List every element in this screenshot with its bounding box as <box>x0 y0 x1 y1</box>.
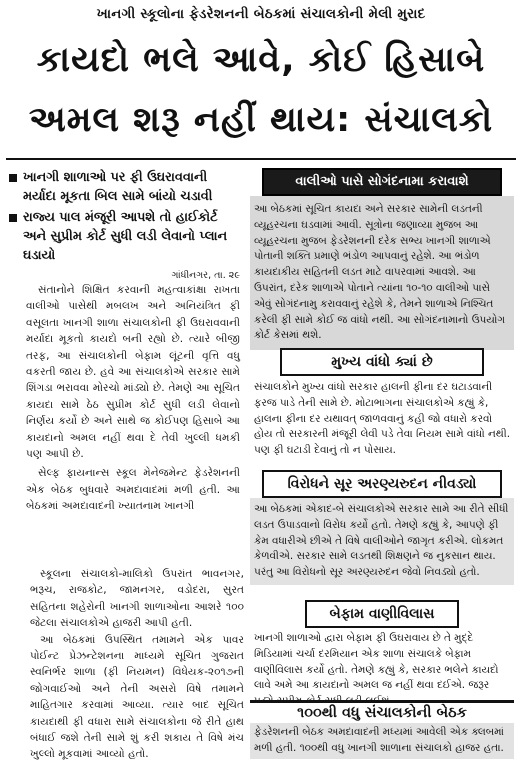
box-main-objection <box>250 348 514 459</box>
paragraph: સેલ્ફ ફાયનાન્સ સ્કૂલ મેનેજમેન્ટ ફેડરેશનની એક બેઠક બુધવારે અમદાવાદમાં મળી હતી. આ બેઠકમાં અમદાવાદની ખ્યાતનામ ખાનગી <box>26 467 240 513</box>
headline-line-1: કાયદો ભલે આવે, કોઈ હિસાબે <box>36 40 486 80</box>
box-text: આ બેઠકમાં સૂચિત કાયદા અને સરકાર સામેની લડતની વ્યૂહરચના ઘડવામાં આવી. સૂત્રોના જણાવ્યા મુજબ આ વ્યૂહરચના મુજબ ફેડરેશનની દરેક સભ્ય ખાનગી શાળાએ પોતાની શક્તિ પ્રમાણે ભંડોળ આપવાનું રહેશે. આ ભંડોળ કાયદાકીય સહિતની લડત માટે વાપરવામાં આવશે. આ ઉપરાંત, દરેક શાળાએ પોતાને ત્યાંના ૧૦-૧૦ વાલીઓ પાસે એવું સોગંદનામુ કરાવવાનું રહેશે કે, તેમને શાળાએ નિશ્ચિત કરેલી ફી સામે કોઈ જ વાંધો નથી. આ સોગંદનામાનો ઉપયોગ કોર્ટ કેસમાં થશે. <box>250 196 514 350</box>
bullet-list <box>8 168 240 267</box>
kicker-line: ખાનગી સ્કૂલોના ફેડરેશનની બેઠકમાં સંચાલકોની મેલી મુરાદ <box>96 6 426 22</box>
box-title: વિરોધને સૂર અરણ્યરુદન નીવડ્યો <box>262 470 502 498</box>
box-text: ખાનગી શાળાઓ દ્વારા બેફામ ફી ઉઘરાવાય છે તે મુદ્દે મિડિયામાં ચર્ચા દરમિયાન એક શાળા સંચાલકે બેફામ વાણીવિલાસ કર્યો હતો. તેમણે કહ્યું કે, સરકાર ભલેને કાયદો લાવે અમે આ કાયદાનો અમલ જ નહીં થવા દઈએ. જરૂર <box>254 632 499 692</box>
box-title: વાલીઓ પાસે સોગંદનામા કરાવાશે <box>262 168 502 196</box>
box-text: સંચાલકોને મુખ્ય વાંધો સરકાર હાલની ફીના દર ઘટાડવાની ફરજ પાડે તેની સામે છે. મોટાભાગના સંચાલકોએ કહ્યું કે, હાલના ફીના દર યથાવત્ જાળવવાનું કહી જો વધારો કરવો હોય તો સરકારની મંજૂરી લેવી પડે તેવા નિયમ સામે વાંધો નથી. પણ ફી ઘટાડી દેવાનું તો ન પોસાય. <box>254 381 510 457</box>
headline-line-2: અમલ શરૂ નહીં થાય: સંચાલકો <box>28 100 494 140</box>
box-loose-talk <box>250 600 514 710</box>
dateline: ગાંધીનગર, તા. ૨૯ <box>171 270 240 281</box>
bullet-item: ખાનગી શાળાઓ પર ફી ઉઘરાવવાની મર્યાદા મૂકતા બિલ સામે બાંયો ચડાવી <box>8 168 240 206</box>
box-text: આ બેઠકમાં એકાદ-બે સંચાલકોએ સરકાર સામે આ રીતે સીધી લડત ઉપાડવાનો વિરોધ કર્યો હતો. તેમણે કહ્યું કે, આપણે ફી કેમ વધારીએ છીએ તે વિષે વાલીઓને જાગૃત કરીએ. લોકમત કેળવીએ. સરકાર સામે લડતથી શિક્ષણને જ નુકસાન થાય. પરંતુ આ વિરોધનો સૂર અરણ્યરુદન જેવો નિવડ્યો હતો. <box>250 498 514 585</box>
bullet-item: રાજ્ય પાલ મંજૂરી આપશે તો હાઈકોર્ટ અને સુપ્રીમ કોર્ટ સુધી લડી લેવાનો પ્લાન ઘડાયો <box>8 208 240 265</box>
paragraph: સંતાનોને શિક્ષિત કરવાની મહત્વાકાંક્ષા રાખતા વાલીઓ પાસેથી મબલખ અને અનિયંત્રિત ફી વસૂલતા ખાનગી શાળા સંચાલકોની ફી ઉઘરાવવાની મર્યાદા મૂકતો કાયદો બની રહ્યો છે. ત્યારે બીજી તરફ, આ સંચાલકોની બેફામ લૂંટની વૃત્તિ વધુ વકરતી જાય છે. હવે આ સંચાલકોએ સરકાર સામે શિંગડા ભરાવવા મોરચો માંડ્યો છે. તેમણે આ સૂચિત કાયદા સામે ઠેઠ સુપ્રીમ કોર્ટ સુધી લડી લેવાનો નિર્ણય કર્યો છે અને સાથે જ કોઈપણ હિસાબે આ કાયદાનો અમલ નહીં થવા દે તેવી ખુલ્લી ધમકી પણ આપી છે. <box>26 284 240 461</box>
bottom-left-body <box>30 566 244 763</box>
headline-rule <box>6 158 516 160</box>
box-text: ફેડરેશનની બેઠક અમદાવાદની મધ્યમાં આવેલી એક ક્લબમાં મળી હતી. ૧૦૦થી વધુ ખાનગી શાળાના સંચાલકો હાજર હતા. <box>250 723 514 759</box>
box-title: ૧૦૦થી વધુ સંચાલકોની બેઠક <box>250 700 514 723</box>
box-title: મુખ્ય વાંધો ક્યાં છે <box>280 348 484 376</box>
box-dissent <box>250 470 514 585</box>
paragraph: સ્કૂલના સંચાલકો-માલિકો ઉપરાંત ભાવનગર, ભરૂચ, રાજકોટ, જામનગર, વડોદરા, સુરત સહિતના શહેરોની ખાનગી શાળાઓના આશરે ૧૦૦ જેટલા સંચાલકોએ હાજરી આપી હતી. <box>30 568 244 630</box>
box-meeting <box>250 700 514 759</box>
box-affidavits <box>250 168 514 350</box>
box-title: બેફામ વાણીવિલાસ <box>305 600 459 628</box>
paragraph: આ બેઠકમાં ઉપસ્થિત તમામને એક પાવર પોઈન્ટ પ્રેઝન્ટેશનના માધ્યમે સૂચિત ગુજરાત સ્વનિર્ભર શાળા (ફી નિયમન) વિધેયક-૨૦૧૭ની જોગવાઈઓ અને તેની અસરો વિષે તમામને માહિતગાર કરવામાં આવ્યા. ત્યાર બાદ સૂચિત કાયદાથી ફી વધારા સામે સંચાલકોના જે રીતે હાથ બંધાઈ જશે તેની સામે શું કરી શકાય તે વિષે મંચ ખુલ્લો મૂકવામાં આવ્યો હતો. <box>30 633 244 761</box>
left-column-body <box>26 282 240 518</box>
